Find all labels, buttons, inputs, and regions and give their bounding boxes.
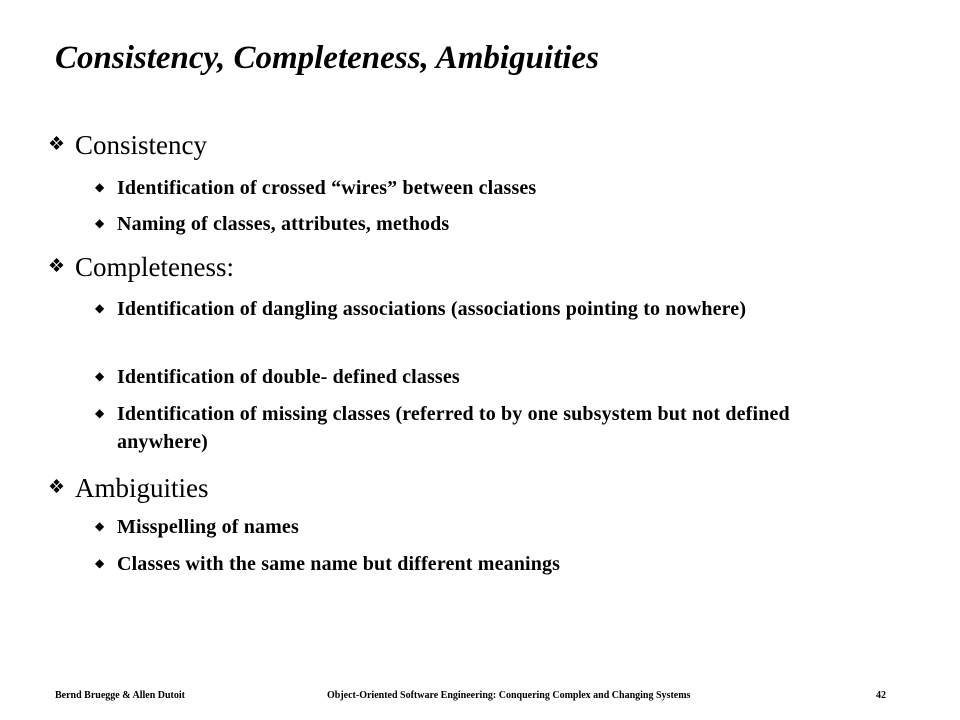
list-item-text: Classes with the same name but different meanings xyxy=(117,553,561,575)
list-item xyxy=(95,210,885,238)
slide-title: Consistency, Completeness, Ambiguities xyxy=(55,40,599,76)
small-diamond-bullet-icon: ◆ xyxy=(95,301,105,315)
list-item-text: Misspelling of names xyxy=(117,516,299,538)
section-heading: Ambiguities xyxy=(75,473,209,503)
list-item-text: Identification of crossed “wires” between classes xyxy=(117,177,537,199)
list-item-text: Naming of classes, attributes, methods xyxy=(117,213,450,235)
small-diamond-bullet-icon: ◆ xyxy=(95,216,105,230)
small-diamond-bullet-icon: ◆ xyxy=(95,406,105,420)
list-item-text: Identification of dangling associations (associations pointing to nowhere) xyxy=(117,298,747,320)
small-diamond-bullet-icon: ◆ xyxy=(95,180,105,194)
list-item-text: Identification of missing classes (referred to by one subsystem but not defined anywhere) xyxy=(117,403,790,453)
section-ambiguities xyxy=(48,473,209,503)
section-heading: Completeness: xyxy=(75,252,234,282)
list-item xyxy=(95,400,885,456)
list-item xyxy=(95,513,885,541)
diamond-bullet-icon: ❖ xyxy=(48,256,66,277)
small-diamond-bullet-icon: ◆ xyxy=(95,556,105,570)
small-diamond-bullet-icon: ◆ xyxy=(95,369,105,383)
list-item xyxy=(95,174,885,202)
page-number: 42 xyxy=(876,690,886,701)
section-completeness xyxy=(48,252,234,282)
small-diamond-bullet-icon: ◆ xyxy=(95,519,105,533)
list-item xyxy=(95,363,885,391)
list-item xyxy=(95,295,885,323)
diamond-bullet-icon: ❖ xyxy=(48,477,66,498)
footer-authors: Bernd Bruegge & Allen Dutoit xyxy=(55,690,185,701)
footer-book-title: Object-Oriented Software Engineering: Conquering Complex and Changing Systems xyxy=(327,690,691,701)
list-item-text: Identification of double- defined classes xyxy=(117,366,460,388)
diamond-bullet-icon: ❖ xyxy=(48,134,66,155)
section-consistency xyxy=(48,130,207,160)
section-heading: Consistency xyxy=(75,130,207,160)
list-item xyxy=(95,550,885,578)
